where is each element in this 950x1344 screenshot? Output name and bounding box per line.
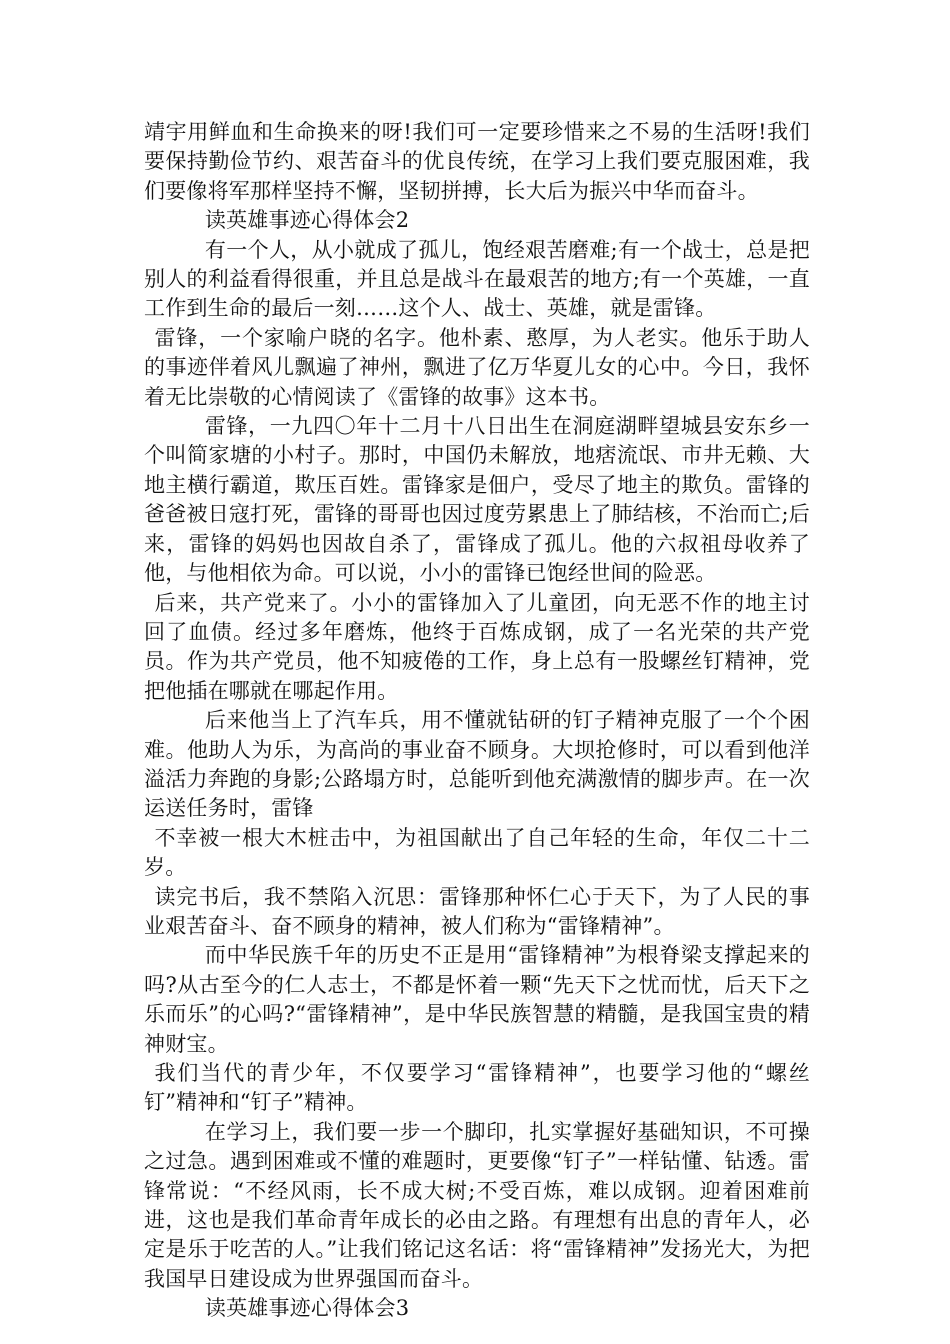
paragraph: 在学习上，我们要一步一个脚印，扎实掌握好基础知识，不可操之过急。遇到困难或不懂的难题时，更要像“钉子”一样钻懂、钻透。雷锋常说：“不经风雨，长不成大树;不受百炼，难以成钢。迎着困难前进，这也是我们革命青年成长的必由之路。有理想有出息的青年人，必定是乐于吃苦的人。”让我们铭记这名话：将“雷锋精神”发扬光大，为把我国早日建设成为世界强国而奋斗。 [144, 1119, 810, 1291]
paragraph: 雷锋，一个家喻户晓的名字。他朴素、憨厚，为人老实。他乐于助人的事迹伴着风儿飘遍了神州，飘进了亿万华夏儿女的心中。今日，我怀着无比崇敬的心情阅读了《雷锋的故事》这本书。 [144, 325, 810, 409]
paragraph: 而中华民族千年的历史不正是用“雷锋精神”为根脊梁支撑起来的吗?从古至今的仁人志士，不都是怀着一颗“先天下之忧而忧，后天下之乐而乐”的心吗?“雷锋精神”，是中华民族智慧的精髓，是我国宝贵的精神财宝。 [144, 943, 810, 1056]
paragraph: 不幸被一根大木桩击中，为祖国献出了自己年轻的生命，年仅二十二岁。 [144, 825, 810, 880]
paragraph: 雷锋，一九四〇年十二月十八日出生在洞庭湖畔望城县安东乡一个叫简家塘的小村子。那时，中国仍未解放，地痞流氓、市井无赖、大地主横行霸道，欺压百姓。雷锋家是佃户，受尽了地主的欺负。雷锋的爸爸被日寇打死，雷锋的哥哥也因过度劳累患上了肺结核，不治而亡;后来，雷锋的妈妈也因故自杀了，雷锋成了孤儿。他的六叔祖母收养了他，与他相依为命。可以说，小小的雷锋已饱经世间的险恶。 [144, 414, 810, 586]
paragraph: 后来他当上了汽车兵，用不懂就钻研的钉子精神克服了一个个困难。他助人为乐，为高尚的事业奋不顾身。大坝抢修时，可以看到他洋溢活力奔跑的身影;公路塌方时，总能听到他充满激情的脚步声。在一次运送任务时，雷锋 [144, 708, 810, 821]
paragraph: 我们当代的青少年，不仅要学习“雷锋精神”，也要学习他的“螺丝钉”精神和“钉子”精神。 [144, 1061, 810, 1115]
section-heading: 读英雄事迹心得体会2 [204, 208, 410, 233]
paragraph: 读完书后，我不禁陷入沉思：雷锋那种怀仁心于天下，为了人民的事业艰苦奋斗、奋不顾身的精神，被人们称为“雷锋精神”。 [144, 884, 810, 938]
paragraph: 靖宇用鲜血和生命换来的呀!我们可一定要珍惜来之不易的生活呀!我们要保持勤俭节约、艰苦奋斗的优良传统，在学习上我们要克服困难，我们要像将军那样坚持不懈，坚韧拼搏，长大后为振兴中华而奋斗。 [144, 120, 810, 203]
paragraph: 有一个人，从小就成了孤儿，饱经艰苦磨难;有一个战士，总是把别人的利益看得很重，并且总是战斗在最艰苦的地方;有一个英雄，一直工作到生命的最后一刻……这个人、战士、英雄，就是雷锋。 [144, 237, 810, 321]
paragraph: 后来，共产党来了。小小的雷锋加入了儿童团，向无恶不作的地主讨回了血债。经过多年磨炼，他终于百炼成钢，成了一名光荣的共产党员。作为共产党员，他不知疲倦的工作，身上总有一股螺丝钉精神，党把他插在哪就在哪起作用。 [144, 590, 810, 703]
section-heading: 读英雄事迹心得体会3 [204, 1296, 410, 1321]
document-body [144, 118, 810, 1324]
